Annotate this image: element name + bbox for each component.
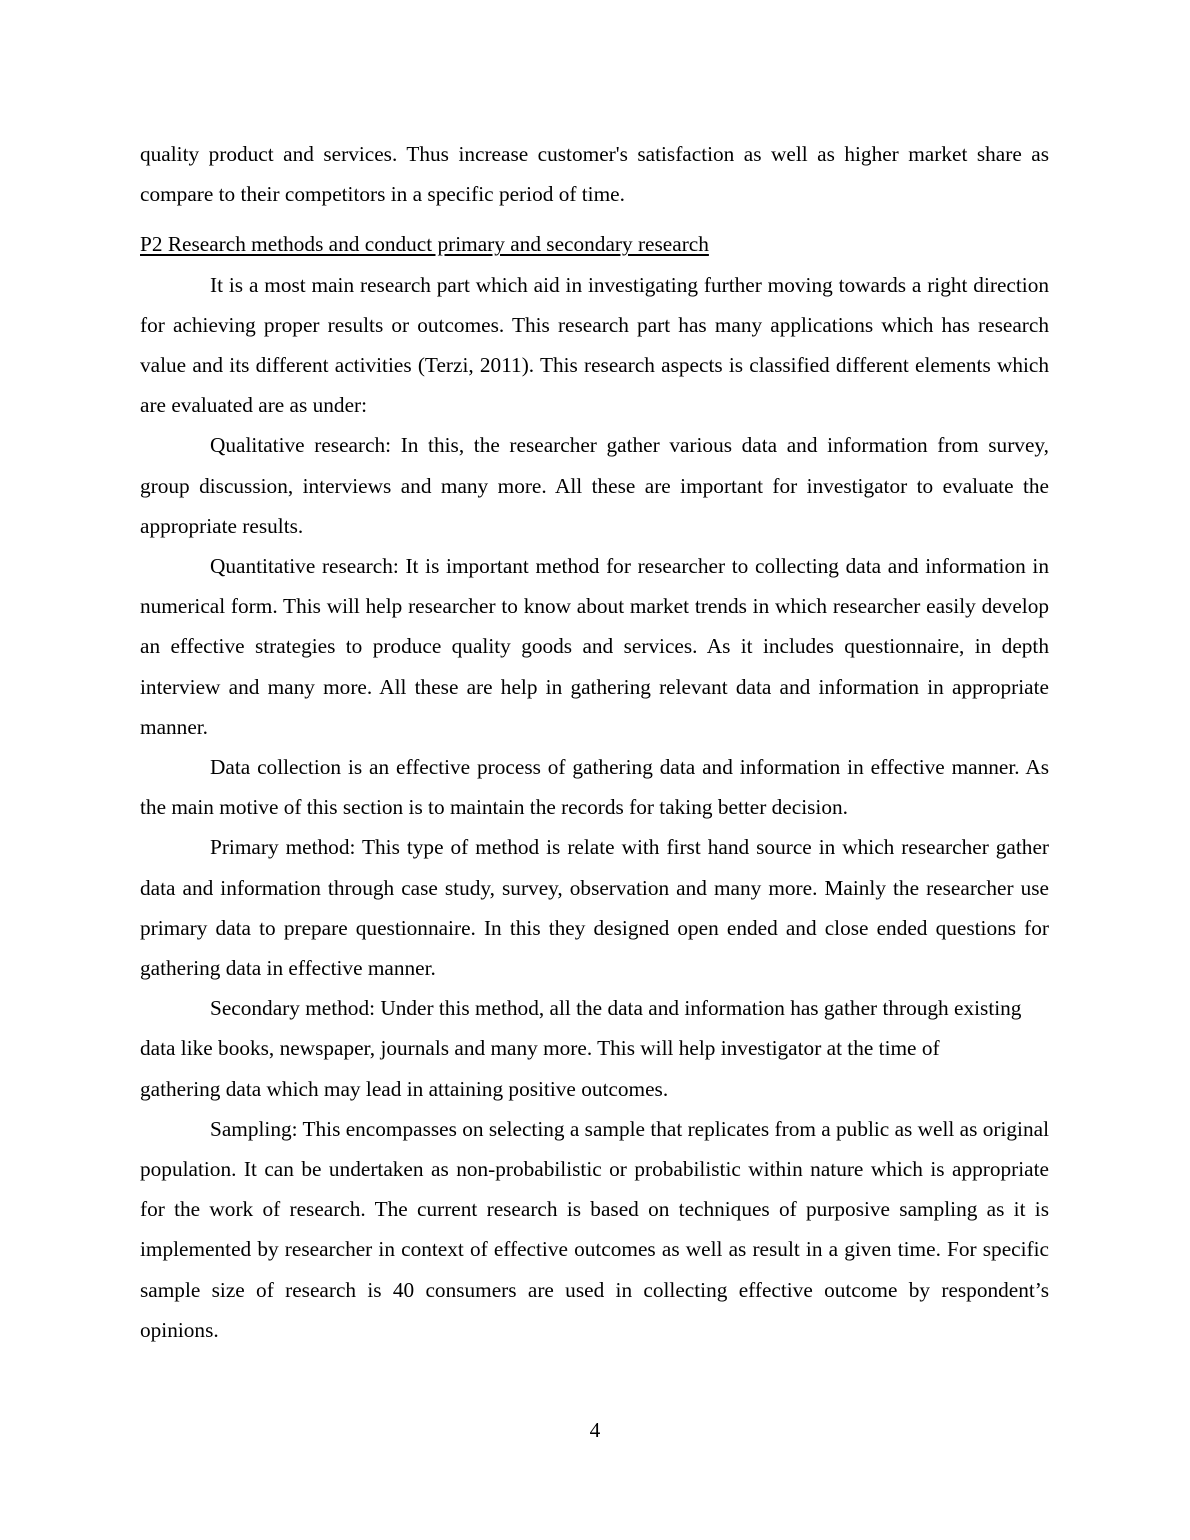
page-number: 4 <box>589 1418 601 1442</box>
data-collection-paragraph: Data collection is an effective process of gathering data and information in effective manner. As the main motive of this section is to maintain the records for taking better decision. <box>140 755 1049 820</box>
continuation-paragraph: quality product and services. Thus increase customer's satisfaction as well as higher market share as compare to their competitors in a specific period of time. <box>140 142 1049 207</box>
intro-paragraph: It is a most main research part which aid in investigating further moving towards a right direction for achieving proper results or outcomes. This research part has many applications which has research value and its different activities (Terzi, 2011). This research aspects is classified different elements which are evaluated are as under: <box>140 272 1049 418</box>
sampling-paragraph: Sampling: This encompasses on selecting a sample that replicates from a public as well as original population. It can be undertaken as non-probabilistic or probabilistic within nature which is appropriate for the work of research. The current research is based on techniques of purposive sampling as it is implemented by researcher in context of effective outcomes as well as result in a given time. For specific sample size of research is 40 consumers are used in collecting effective outcome by respondent’s opinions. <box>140 1116 1049 1342</box>
qualitative-paragraph: Qualitative research: In this, the researcher gather various data and information from survey, group discussion, interviews and many more. All these are important for investigator to evaluate the appropriate results. <box>140 433 1049 538</box>
quantitative-paragraph: Quantitative research: It is important method for researcher to collecting data and information in numerical form. This will help researcher to know about market trends in which researcher easily develop an effective strategies to produce quality goods and services. As it includes questionnaire, in depth interview and many more. All these are help in gathering relevant data and information in appropriate manner. <box>140 554 1049 739</box>
body-text <box>140 134 1049 1350</box>
primary-method-paragraph: Primary method: This type of method is relate with first hand source in which researcher gather data and information through case study, survey, observation and many more. Mainly the researcher use primary data to prepare questionnaire. In this they designed open ended and close ended questions for gathering data in effective manner. <box>140 835 1049 981</box>
section-heading: P2 Research methods and conduct primary and secondary research <box>140 232 709 257</box>
secondary-method-paragraph: Secondary method: Under this method, all the data and information has gather through existing data like books, newspaper, journals and many more. This will help investigator at the time of gathering data which may lead in attaining positive outcomes. <box>140 996 1022 1101</box>
